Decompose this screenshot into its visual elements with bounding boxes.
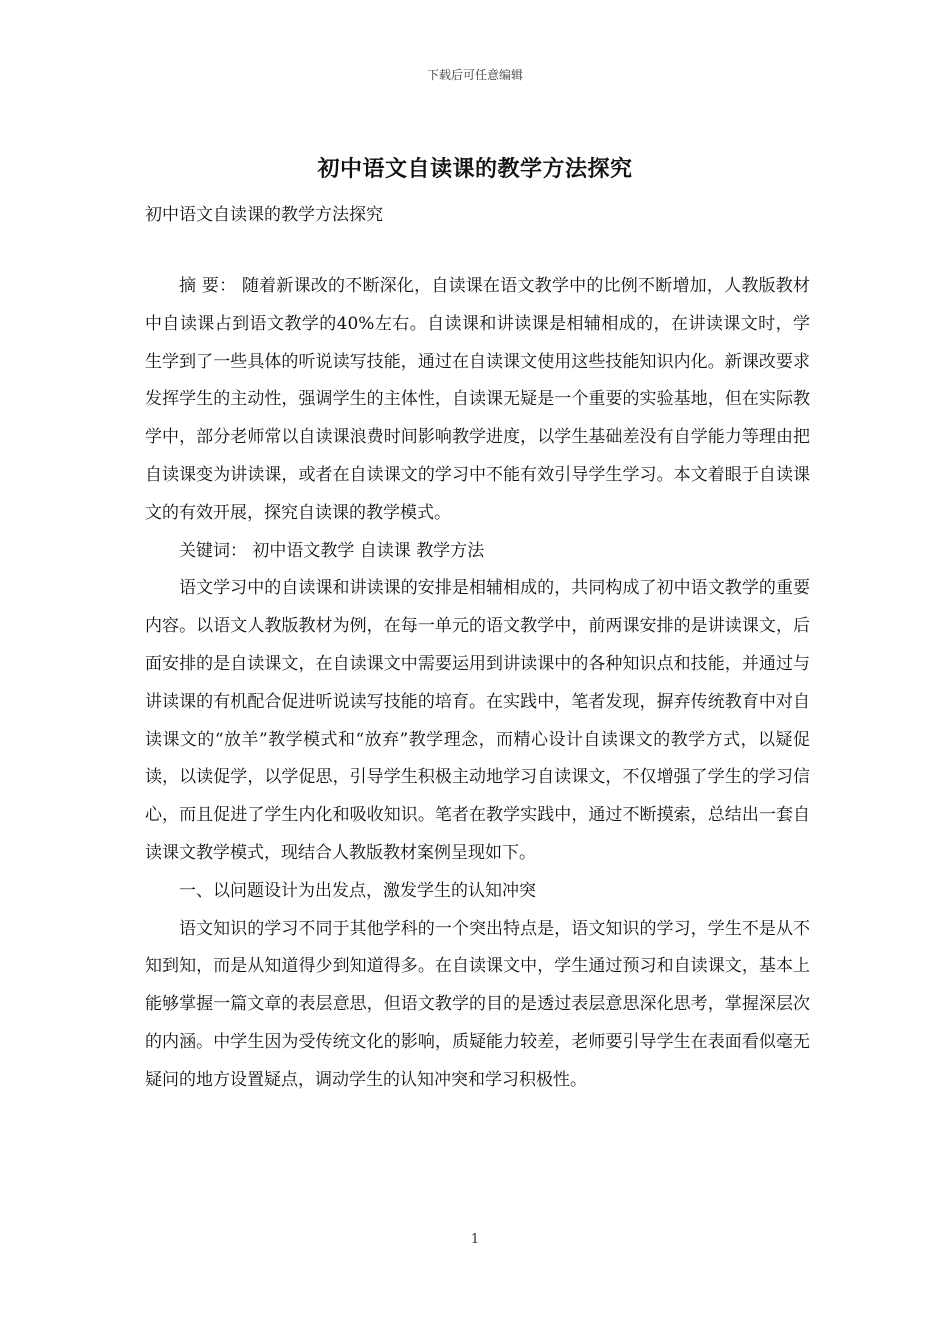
page-number: 1 <box>470 1232 480 1247</box>
header-note: 下载后可任意编辑 <box>426 68 523 82</box>
document-subtitle: 初中语文自读课的教学方法探究 <box>145 205 383 225</box>
intro-paragraph: 语文学习中的自读课和讲读课的安排是相辅相成的，共同构成了初中语文教学的重要内容。以语文人教版教材为例，在每一单元的语文教学中，前两课安排的是讲读课文，后面安排的是自读课文，在自读课文中需要运用到讲读课中的各种知识点和技能，并通过与讲读课的有机配合促进听说读写技能的培育。在实践中，笔者发现，摒弃传统教育中对自读课文的“放羊”教学模式和“放弃”教学理念，而精心设计自读课文的教学方式，以疑促读，以读促学，以学促思，引导学生积极主动地学习自读课文，不仅增强了学生的学习信心，而且促进了学生内化和吸收知识。笔者在教学实践中，通过不断摸索，总结出一套自读课文教学模式，现结合人教版教材案例呈现如下。 <box>145 578 810 863</box>
section-heading: 一、以问题设计为出发点，激发学生的认知冲突 <box>179 880 536 901</box>
document-body <box>145 268 810 1100</box>
section-paragraph: 语文知识的学习不同于其他学科的一个突出特点是，语文知识的学习，学生不是从不知到知，而是从知道得少到知道得多。在自读课文中，学生通过预习和自读课文，基本上能够掌握一篇文章的表层意思，但语文教学的目的是透过表层意思深化思考，掌握深层次的内涵。中学生因为受传统文化的影响，质疑能力较差，老师要引导学生在表面看似毫无疑问的地方设置疑点，调动学生的认知冲突和学习积极性。 <box>145 918 810 1090</box>
abstract-paragraph: 摘 要： 随着新课改的不断深化，自读课在语文教学中的比例不断增加，人教版教材中自读课占到语文教学的40%左右。自读课和讲读课是相辅相成的，在讲读课文时，学生学到了一些具体的听说读写技能，通过在自读课文使用这些技能知识内化。新课改要求发挥学生的主动性，强调学生的主体性，自读课无疑是一个重要的实验基地，但在实际教学中，部分老师常以自读课浪费时间影响教学进度，以学生基础差没有自学能力等理由把自读课变为讲读课，或者在自读课文的学习中不能有效引导学生学习。本文着眼于自读课文的有效开展，探究自读课的教学模式。 <box>145 276 810 523</box>
keywords-paragraph: 关键词： 初中语文教学 自读课 教学方法 <box>179 540 485 561</box>
document-title: 初中语文自读课的教学方法探究 <box>317 156 633 182</box>
